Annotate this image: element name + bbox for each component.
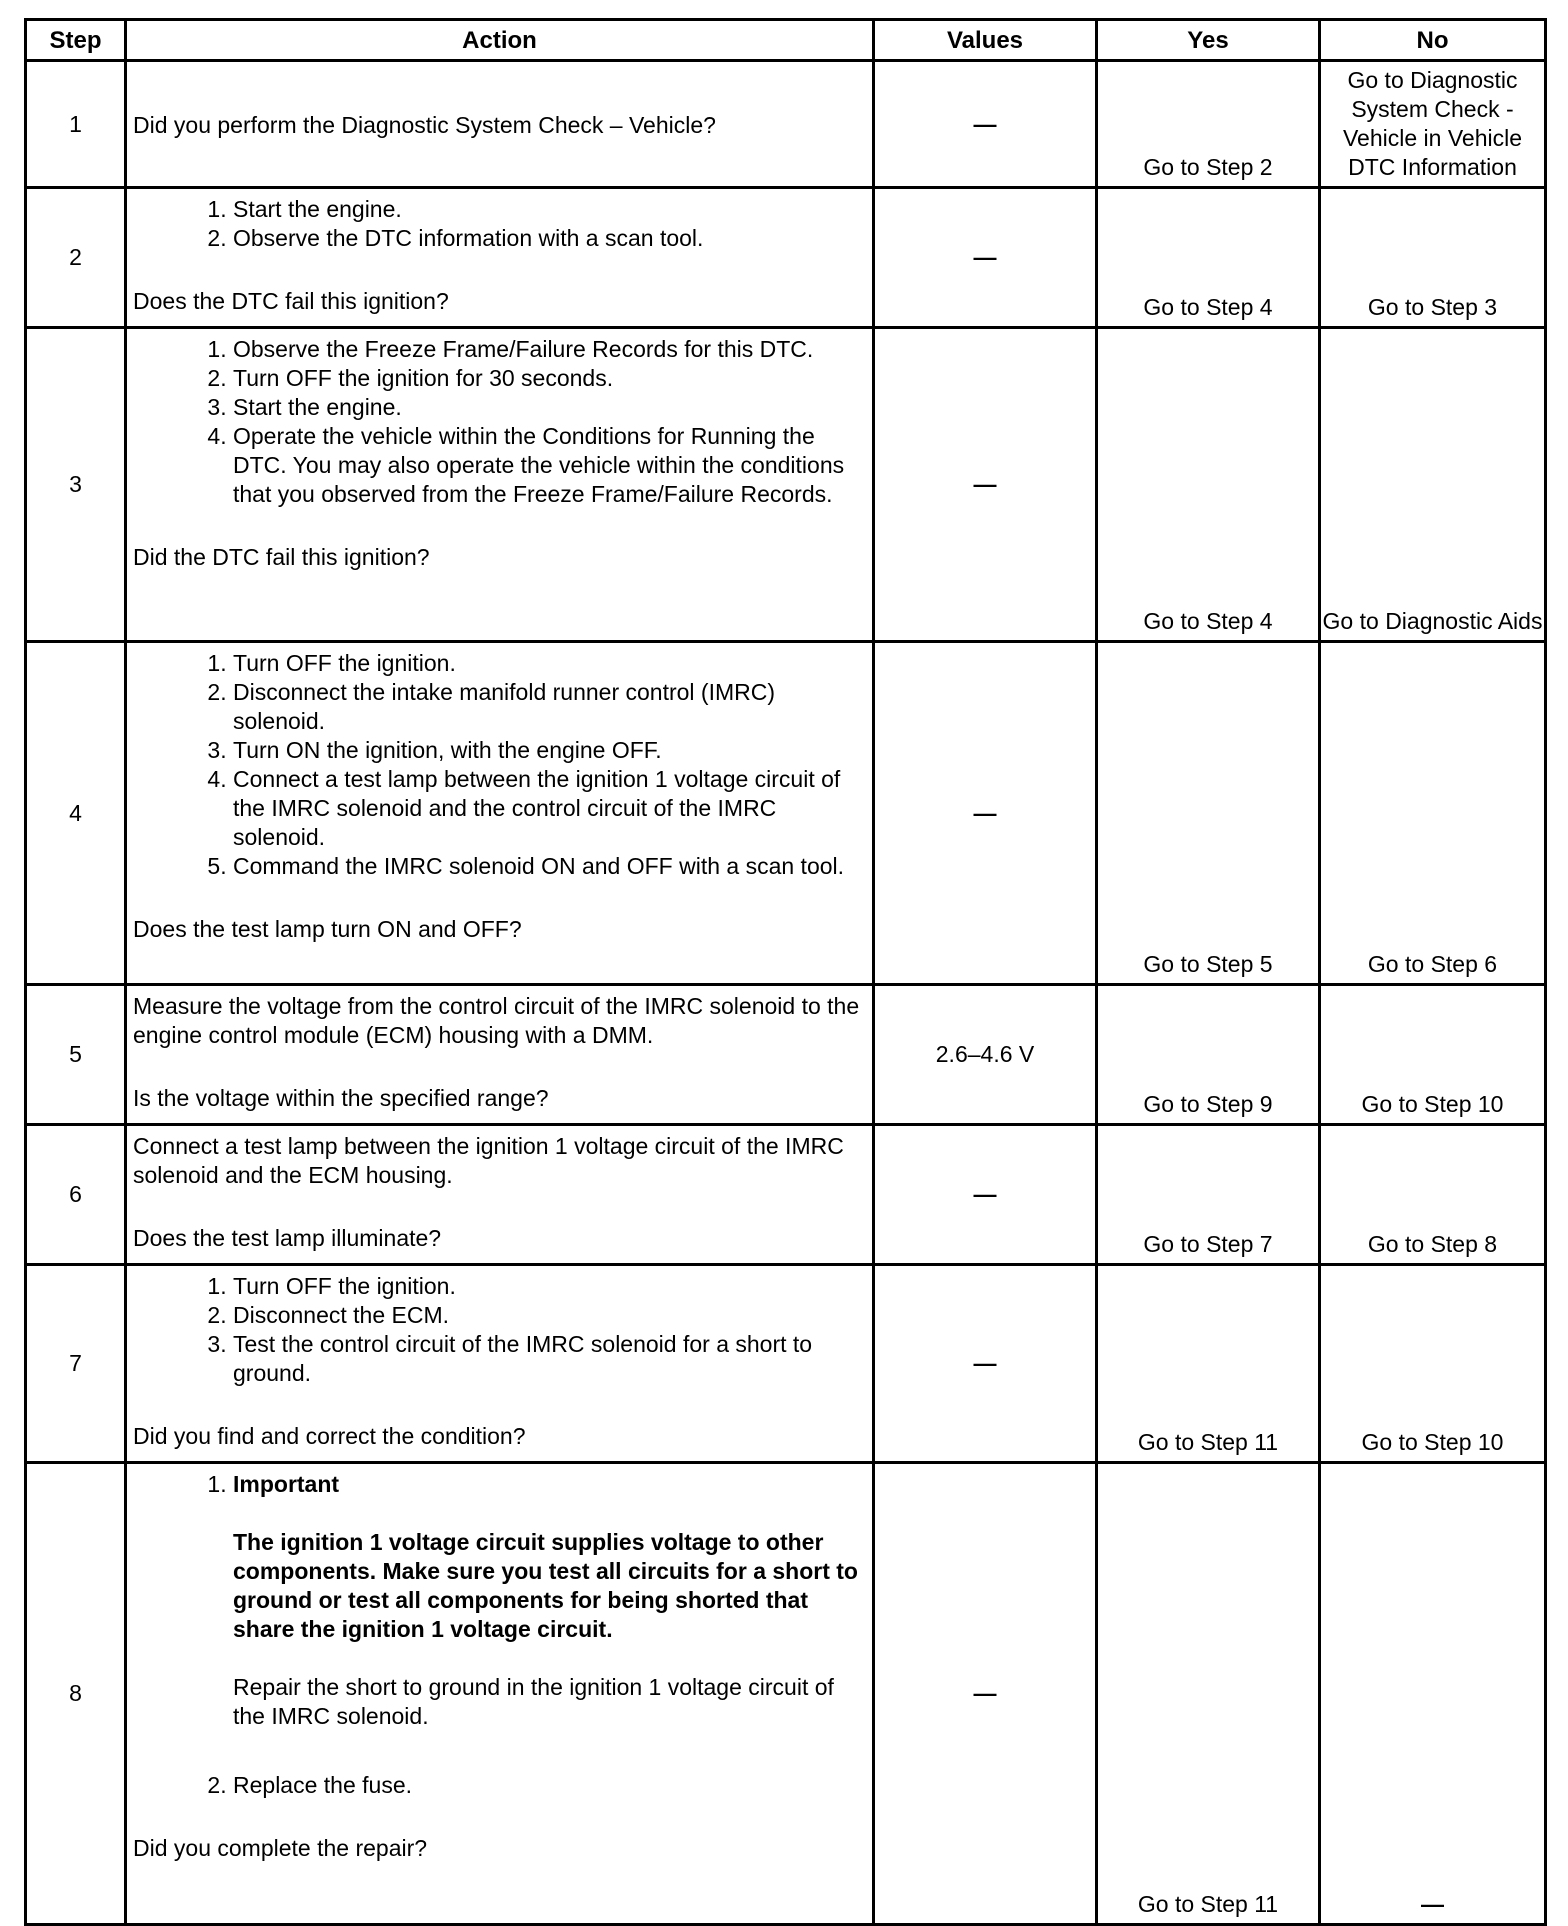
no-cell: Go to Step 6 [1320, 642, 1546, 985]
diagnostic-table [24, 18, 1547, 1926]
important-title: 1. Important [233, 1471, 340, 1497]
step-number: 6 [26, 1125, 126, 1265]
action-question: Did you find and correct the condition? [133, 1423, 526, 1449]
step-number: 8 [26, 1463, 126, 1925]
action-step-item: 3. Turn ON the ignition, with the engine OFF. [233, 736, 866, 765]
no-cell: Go to Diagnostic Aids [1320, 328, 1546, 642]
table-row [26, 1125, 1546, 1265]
action-steps [133, 195, 866, 253]
action-cell [126, 328, 874, 642]
table-row [26, 985, 1546, 1125]
action-cell [126, 985, 874, 1125]
header-action: Action [126, 20, 874, 61]
action-question: Did you perform the Diagnostic System Check – Vehicle? [133, 111, 716, 138]
no-cell: Go to Step 10 [1320, 1265, 1546, 1463]
action-step-item: 4. Operate the vehicle within the Conditions for Running the DTC. You may also operate the vehicle within the conditions that you observed from the Freeze Frame/Failure Records. [233, 422, 866, 509]
action-step-item: 4. Connect a test lamp between the ignition 1 voltage circuit of the IMRC solenoid and the control circuit of the IMRC solenoid. [233, 765, 866, 852]
table-row [26, 61, 1546, 188]
values-cell: — [874, 61, 1097, 188]
action-step-item: 2. Turn OFF the ignition for 30 seconds. [233, 364, 866, 393]
table-row [26, 1463, 1546, 1925]
action-step-item: 2. Observe the DTC information with a scan tool. [233, 224, 866, 253]
action-step-item [233, 1470, 866, 1731]
action-question: Does the DTC fail this ignition? [133, 288, 449, 314]
header-yes: Yes [1097, 20, 1320, 61]
values-cell: — [874, 642, 1097, 985]
no-cell: Go to Step 3 [1320, 188, 1546, 328]
values-cell: — [874, 1463, 1097, 1925]
no-cell: Go to Step 10 [1320, 985, 1546, 1125]
important-note: The ignition 1 voltage circuit supplies voltage to other components. Make sure you test all circuits for a short to ground or test all components for being shorted that share the ignition 1 voltage circuit. [233, 1529, 858, 1642]
yes-cell: Go to Step 4 [1097, 188, 1320, 328]
action-step-item: 3. Start the engine. [233, 393, 866, 422]
step-number: 3 [26, 328, 126, 642]
action-cell [126, 1125, 874, 1265]
table-row [26, 328, 1546, 642]
header-step: Step [26, 20, 126, 61]
no-cell: — [1320, 1463, 1546, 1925]
table-row [26, 188, 1546, 328]
table-row [26, 642, 1546, 985]
action-question: Is the voltage within the specified range? [133, 1085, 549, 1111]
yes-cell: Go to Step 11 [1097, 1265, 1320, 1463]
action-steps [133, 335, 866, 509]
yes-cell: Go to Step 5 [1097, 642, 1320, 985]
no-cell: Go to Step 8 [1320, 1125, 1546, 1265]
action-question: Did you complete the repair? [133, 1835, 428, 1861]
no-cell: Go to Diagnostic System Check - Vehicle in Vehicle DTC Information [1320, 61, 1546, 188]
values-cell: — [874, 1265, 1097, 1463]
action-text: Connect a test lamp between the ignition 1 voltage circuit of the IMRC solenoid and the ECM housing. [133, 1133, 844, 1188]
action-step-item: 2. Disconnect the intake manifold runner control (IMRC) solenoid. [233, 678, 866, 736]
values-cell: 2.6–4.6 V [874, 985, 1097, 1125]
action-step-item: 5. Command the IMRC solenoid ON and OFF with a scan tool. [233, 852, 866, 881]
yes-cell: Go to Step 7 [1097, 1125, 1320, 1265]
values-cell: — [874, 1125, 1097, 1265]
action-steps [133, 1470, 866, 1800]
action-step-item: 2. Disconnect the ECM. [233, 1301, 866, 1330]
yes-cell: Go to Step 9 [1097, 985, 1320, 1125]
step-number: 7 [26, 1265, 126, 1463]
action-cell [126, 642, 874, 985]
table-row [26, 1265, 1546, 1463]
action-steps [133, 649, 866, 881]
header-values: Values [874, 20, 1097, 61]
repair-text: Repair the short to ground in the ignition 1 voltage circuit of the IMRC solenoid. [233, 1674, 834, 1729]
yes-cell: Go to Step 2 [1097, 61, 1320, 188]
action-cell [126, 188, 874, 328]
step-number: 4 [26, 642, 126, 985]
yes-cell: Go to Step 4 [1097, 328, 1320, 642]
action-step-item: 2. Replace the fuse. [233, 1771, 866, 1800]
yes-cell: Go to Step 11 [1097, 1463, 1320, 1925]
action-question: Did the DTC fail this ignition? [133, 544, 430, 570]
step-number: 5 [26, 985, 126, 1125]
action-cell [126, 1265, 874, 1463]
action-step-item: 1. Turn OFF the ignition. [233, 649, 866, 678]
action-question: Does the test lamp illuminate? [133, 1225, 442, 1251]
header-row [26, 20, 1546, 61]
action-text: Measure the voltage from the control circuit of the IMRC solenoid to the engine control module (ECM) housing with a DMM. [133, 993, 860, 1048]
action-step-item: 1. Observe the Freeze Frame/Failure Records for this DTC. [233, 335, 866, 364]
action-step-item: 1. Turn OFF the ignition. [233, 1272, 866, 1301]
values-cell: — [874, 328, 1097, 642]
action-question: Does the test lamp turn ON and OFF? [133, 916, 522, 942]
step-number: 2 [26, 188, 126, 328]
step-number: 1 [26, 61, 126, 188]
values-cell: — [874, 188, 1097, 328]
action-steps [133, 1272, 866, 1388]
action-step-item: 1. Start the engine. [233, 195, 866, 224]
action-step-item: 3. Test the control circuit of the IMRC solenoid for a short to ground. [233, 1330, 866, 1388]
action-cell [126, 1463, 874, 1925]
header-no: No [1320, 20, 1546, 61]
action-cell [126, 61, 874, 188]
